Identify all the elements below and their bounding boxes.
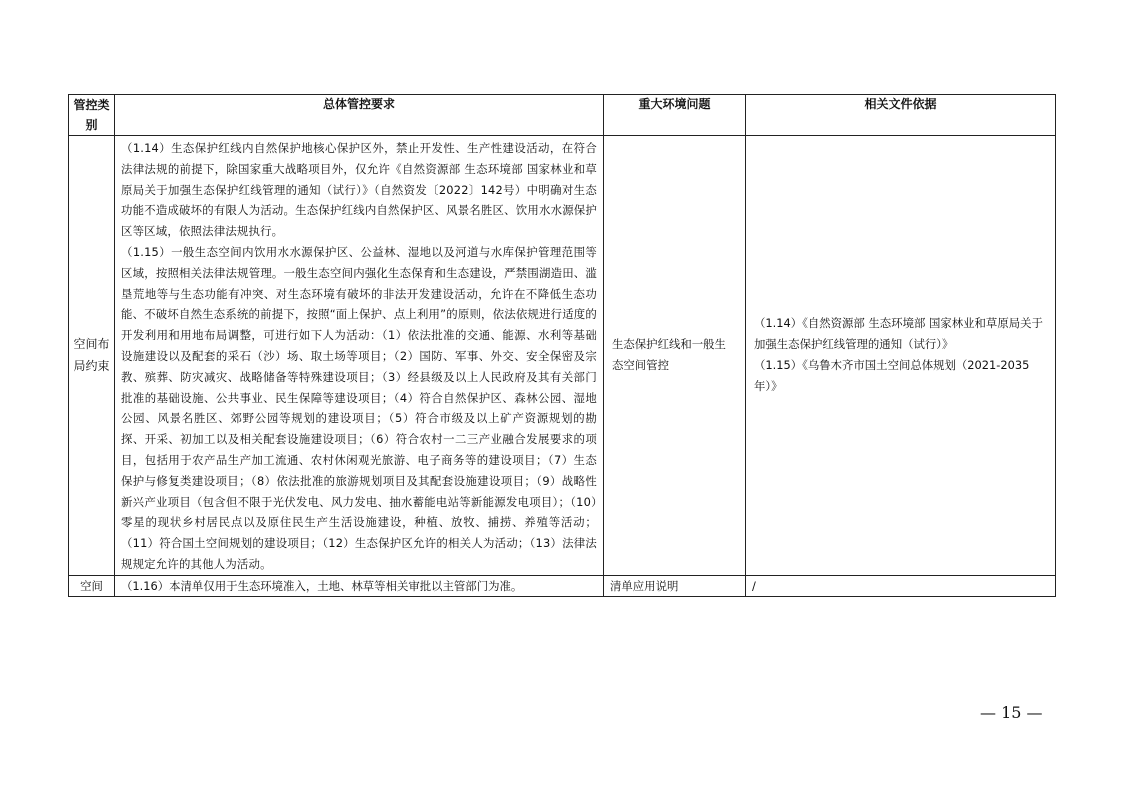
basis-item: （1.14）《自然资源部 生态环境部 国家林业和草原局关于加强生态保护红线管理的通知（试行）》 [754,316,1043,352]
table-row [69,136,1056,576]
row2-issue: 清单应用说明 [604,575,746,596]
header-issues: 重大环境问题 [604,95,746,136]
requirement-paragraph: （1.14）生态保护红线内自然保护地核心保护区外，禁止开发性、生产性建设活动，在符合法律法规的前提下，除国家重大战略项目外，仅允许《自然资源部 生态环境部 国家林业和草原局关于加强生态保护红线管理的通知（试行）》（自然资发〔2022〕142号）中明确对生态功能不造成破坏的有限人为活动。生态保护红线内自然保护区、风景名胜区、饮用水水源保护区等区域，依照法律法规执行。 [121,141,597,239]
basis-item: （1.15）《乌鲁木齐市国土空间总体规划（2021-2035年）》 [754,358,1030,394]
row2-basis: / [746,575,1056,596]
row1-requirements [115,136,604,576]
page-number: — 15 — [980,703,1043,722]
table-row [69,575,1056,596]
row2-category: 空间 [69,575,115,596]
requirement-paragraph: （1.15）一般生态空间内饮用水水源保护区、公益林、湿地以及河道与水库保护管理范围等区域，按照相关法律法规管理。一般生态空间内强化生态保育和生态建设，严禁围湖造田、滥垦荒地等与生态功能有冲突、对生态环境有破坏的非法开发建设活动，允许在不降低生态功能、不破坏自然生态系统的前提下，按照“面上保护、点上利用”的原则，依法依规进行适度的开发利用和用地布局调整，可进行如下人为活动：（1）依法批准的交通、能源、水利等基础设施建设以及配套的采石（沙）场、取土场等项目；（2）国防、军事、外交、安全保密及宗教、殡葬、防灾减灾、战略储备等特殊建设项目；（3）经县级及以上人民政府及其有关部门批准的基础设施、公共事业、民生保障等建设项目；（4）符合自然保护区、森林公园、湿地公园、风景名胜区、郊野公园等规划的建设项目；（5）符合市级及以上矿产资源规划的勘探、开采、初加工以及相关配套设施建设项目；（6）符合农村一二三产业融合发展要求的项目，包括用于农产品生产加工流通、农村休闲观光旅游、电子商务等的建设项目；（7）生态保护与修复类建设项目；（8）依法批准的旅游规划项目及其配套设施建设项目；（9）战略性新兴产业项目（包含但不限于光伏发电、风力发电、抽水蓄能电站等新能源发电项目）；（10）零星的现状乡村居民点以及原住民生产生活设施建设，种植、放牧、捕捞、养殖等活动；（11）符合国土空间规划的建设项目；（12）生态保护区允许的相关人为活动；（13）法律法规规定允许的其他人为活动。 [121,244,597,571]
table-header-row [69,95,1056,136]
header-basis: 相关文件依据 [746,95,1056,136]
control-table [68,94,1056,597]
header-requirements: 总体管控要求 [115,95,604,136]
row2-requirement: （1.16）本清单仅用于生态环境准入，土地、林草等相关审批以主管部门为准。 [115,575,604,596]
row1-issue: 生态保护红线和一般生态空间管控 [604,136,746,576]
row1-basis [746,136,1056,576]
header-category: 管控类别 [69,95,115,136]
row1-category: 空间布局约束 [69,136,115,576]
